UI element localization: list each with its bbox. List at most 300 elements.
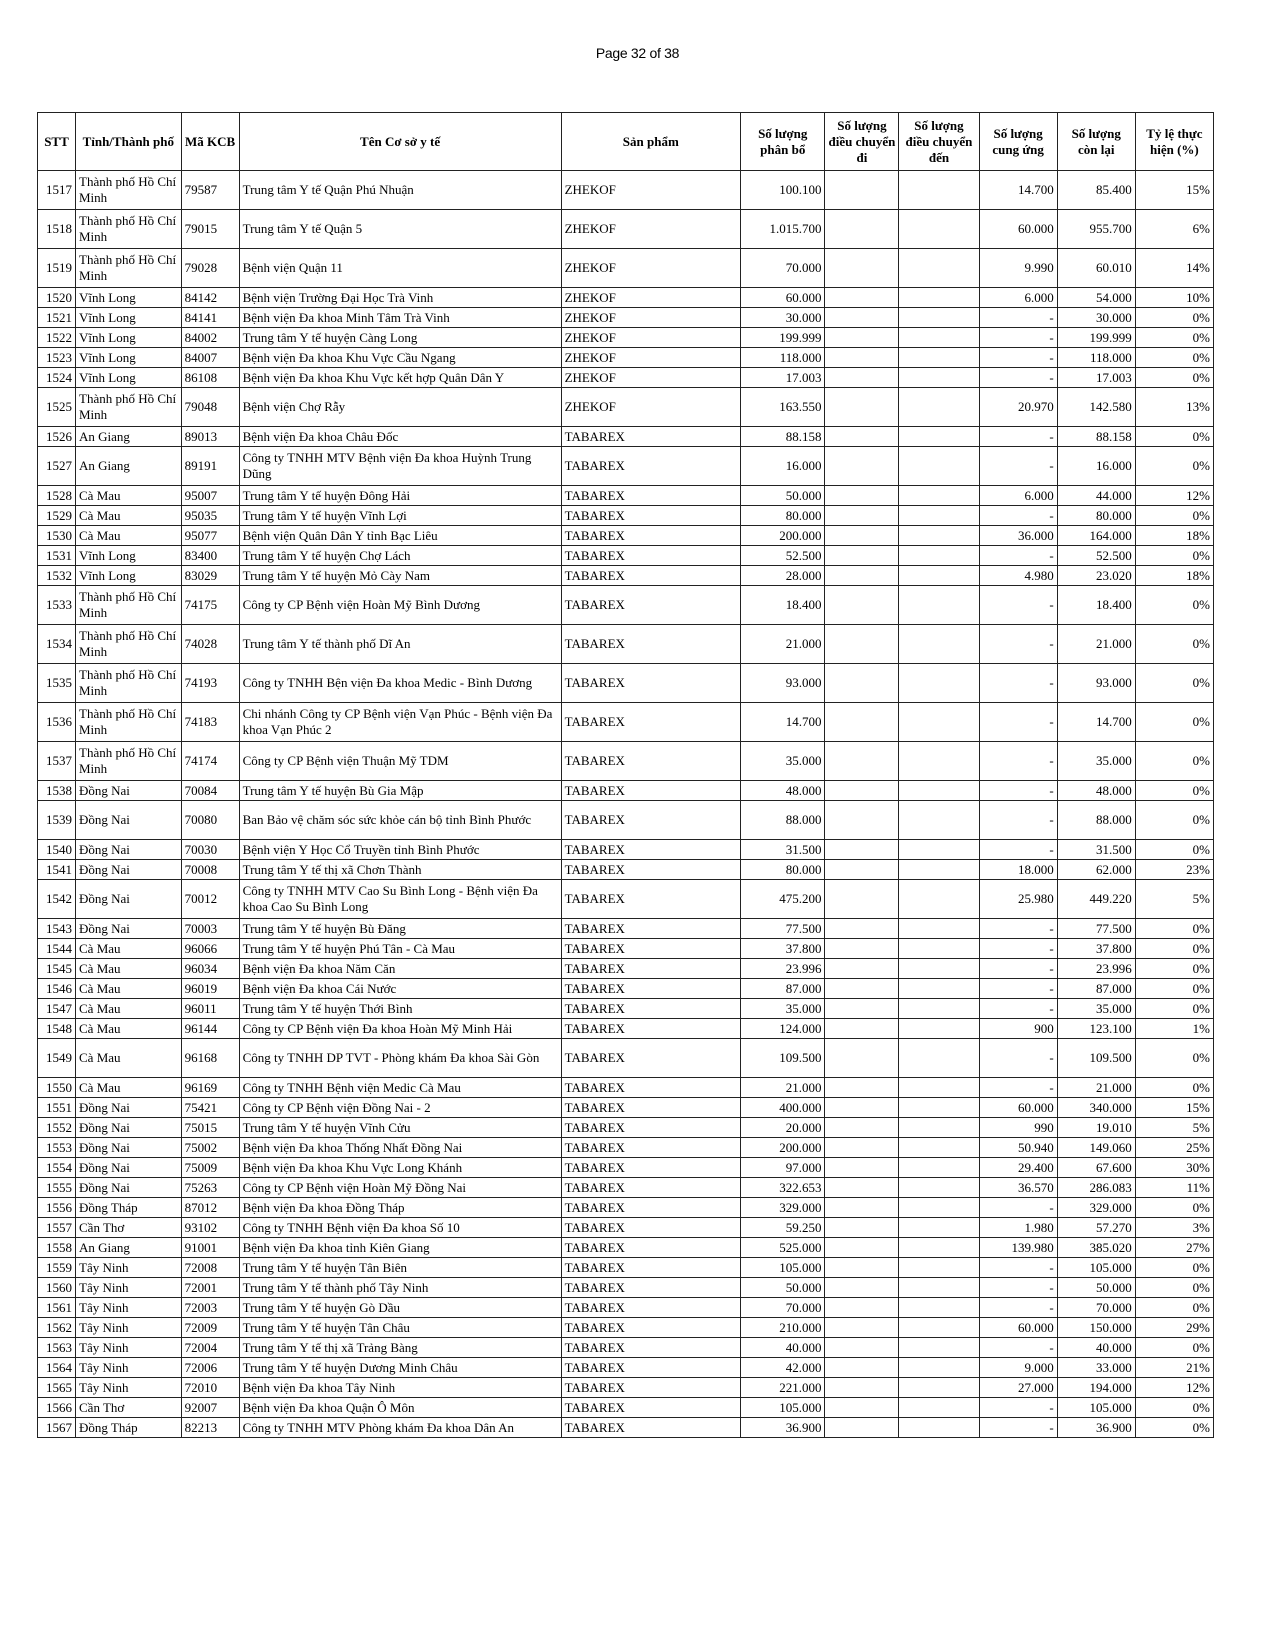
row-facility-cell: Công ty TNHH MTV Phòng khám Đa khoa Dân An: [239, 1418, 561, 1438]
row-allocated-cell: 30.000: [741, 308, 825, 328]
row-code-cell: 72009: [181, 1318, 239, 1338]
row-transfer-in-cell: [899, 1318, 979, 1338]
row-facility-cell: Bệnh viện Đa khoa Thống Nhất Đồng Nai: [239, 1138, 561, 1158]
row-rate-cell: 0%: [1135, 625, 1213, 664]
row-remaining-cell: 150.000: [1057, 1318, 1135, 1338]
row-stt-cell: 1551: [38, 1098, 76, 1118]
row-allocated-cell: 93.000: [741, 664, 825, 703]
row-stt-cell: 1560: [38, 1278, 76, 1298]
row-product-cell: TABAREX: [561, 1318, 740, 1338]
row-transfer-out-cell: [825, 368, 899, 388]
row-transfer-out-cell: [825, 742, 899, 781]
row-transfer-out-cell: [825, 1338, 899, 1358]
row-code-cell: 95077: [181, 526, 239, 546]
row-product-cell: TABAREX: [561, 586, 740, 625]
row-remaining-cell: 37.800: [1057, 939, 1135, 959]
row-allocated-cell: 48.000: [741, 781, 825, 801]
row-remaining-cell: 955.700: [1057, 210, 1135, 249]
row-transfer-out-cell: [825, 1078, 899, 1098]
row-supplied-cell: 6.000: [979, 486, 1057, 506]
table-row: [38, 526, 1214, 546]
row-remaining-cell: 88.000: [1057, 801, 1135, 840]
row-province-cell: Đồng Nai: [76, 1118, 182, 1138]
row-remaining-cell: 23.996: [1057, 959, 1135, 979]
row-product-cell: TABAREX: [561, 1158, 740, 1178]
row-facility-cell: Bệnh viện Đa khoa Châu Đốc: [239, 427, 561, 447]
row-remaining-cell: 105.000: [1057, 1258, 1135, 1278]
row-stt-cell: 1525: [38, 388, 76, 427]
row-facility-cell: Công ty TNHH MTV Bệnh viện Đa khoa Huỳnh Trung Dũng: [239, 447, 561, 486]
row-stt-cell: 1530: [38, 526, 76, 546]
row-product-cell: TABAREX: [561, 447, 740, 486]
row-transfer-out-cell: [825, 1398, 899, 1418]
row-supplied-cell: -: [979, 781, 1057, 801]
row-allocated-cell: 118.000: [741, 348, 825, 368]
row-supplied-cell: -: [979, 1298, 1057, 1318]
row-product-cell: TABAREX: [561, 1378, 740, 1398]
row-transfer-in-cell: [899, 1178, 979, 1198]
row-stt-cell: 1538: [38, 781, 76, 801]
row-stt-cell: 1559: [38, 1258, 76, 1278]
row-stt-cell: 1550: [38, 1078, 76, 1098]
row-product-cell: ZHEKOF: [561, 368, 740, 388]
row-code-cell: 79587: [181, 171, 239, 210]
row-rate-cell: 0%: [1135, 1198, 1213, 1218]
row-code-cell: 74175: [181, 586, 239, 625]
row-rate-cell: 0%: [1135, 979, 1213, 999]
row-rate-cell: 23%: [1135, 860, 1213, 880]
row-rate-cell: 0%: [1135, 447, 1213, 486]
row-facility-cell: Trung tâm Y tế thành phố Dĩ An: [239, 625, 561, 664]
row-transfer-in-cell: [899, 1238, 979, 1258]
row-transfer-out-cell: [825, 348, 899, 368]
table-row: [38, 979, 1214, 999]
row-facility-cell: Bệnh viện Quận 11: [239, 249, 561, 288]
row-transfer-in-cell: [899, 1418, 979, 1438]
row-supplied-cell: -: [979, 1039, 1057, 1078]
table-row: [38, 840, 1214, 860]
row-rate-cell: 0%: [1135, 840, 1213, 860]
row-allocated-cell: 16.000: [741, 447, 825, 486]
row-allocated-cell: 35.000: [741, 999, 825, 1019]
row-transfer-out-cell: [825, 1158, 899, 1178]
row-code-cell: 96144: [181, 1019, 239, 1039]
row-allocated-cell: 80.000: [741, 506, 825, 526]
row-transfer-in-cell: [899, 546, 979, 566]
row-supplied-cell: -: [979, 1198, 1057, 1218]
row-facility-cell: Bệnh viện Trường Đại Học Trà Vinh: [239, 288, 561, 308]
table-row: [38, 210, 1214, 249]
row-allocated-cell: 37.800: [741, 939, 825, 959]
table-row: [38, 288, 1214, 308]
row-transfer-out-cell: [825, 625, 899, 664]
row-transfer-in-cell: [899, 388, 979, 427]
row-supplied-cell: 29.400: [979, 1158, 1057, 1178]
row-transfer-in-cell: [899, 1039, 979, 1078]
row-product-cell: TABAREX: [561, 1278, 740, 1298]
header-product: Sản phẩm: [561, 113, 740, 171]
row-transfer-in-cell: [899, 703, 979, 742]
table-header-row: [38, 113, 1214, 171]
row-product-cell: TABAREX: [561, 999, 740, 1019]
row-product-cell: TABAREX: [561, 1338, 740, 1358]
row-code-cell: 96169: [181, 1078, 239, 1098]
header-rate: Tỷ lệ thực hiện (%): [1135, 113, 1213, 171]
row-product-cell: TABAREX: [561, 1198, 740, 1218]
row-supplied-cell: -: [979, 447, 1057, 486]
row-rate-cell: 14%: [1135, 249, 1213, 288]
row-allocated-cell: 475.200: [741, 880, 825, 919]
row-province-cell: Thành phố Hồ Chí Minh: [76, 586, 182, 625]
row-product-cell: TABAREX: [561, 566, 740, 586]
row-allocated-cell: 199.999: [741, 328, 825, 348]
row-code-cell: 84141: [181, 308, 239, 328]
table-row: [38, 742, 1214, 781]
row-facility-cell: Bệnh viện Đa khoa Quận Ô Môn: [239, 1398, 561, 1418]
row-code-cell: 86108: [181, 368, 239, 388]
row-province-cell: Cà Mau: [76, 959, 182, 979]
row-supplied-cell: -: [979, 999, 1057, 1019]
row-province-cell: Cà Mau: [76, 526, 182, 546]
row-province-cell: Đồng Nai: [76, 781, 182, 801]
row-remaining-cell: 19.010: [1057, 1118, 1135, 1138]
row-transfer-out-cell: [825, 919, 899, 939]
row-facility-cell: Bệnh viện Đa khoa Tây Ninh: [239, 1378, 561, 1398]
row-code-cell: 96034: [181, 959, 239, 979]
row-province-cell: Cần Thơ: [76, 1218, 182, 1238]
row-transfer-out-cell: [825, 308, 899, 328]
row-rate-cell: 0%: [1135, 664, 1213, 703]
row-transfer-in-cell: [899, 566, 979, 586]
row-stt-cell: 1566: [38, 1398, 76, 1418]
row-province-cell: Cà Mau: [76, 1039, 182, 1078]
table-row: [38, 1358, 1214, 1378]
row-rate-cell: 12%: [1135, 1378, 1213, 1398]
row-code-cell: 72004: [181, 1338, 239, 1358]
table-row: [38, 1258, 1214, 1278]
row-supplied-cell: -: [979, 959, 1057, 979]
row-allocated-cell: 60.000: [741, 288, 825, 308]
row-remaining-cell: 14.700: [1057, 703, 1135, 742]
row-remaining-cell: 449.220: [1057, 880, 1135, 919]
row-remaining-cell: 21.000: [1057, 625, 1135, 664]
row-transfer-in-cell: [899, 1138, 979, 1158]
row-remaining-cell: 67.600: [1057, 1158, 1135, 1178]
row-transfer-out-cell: [825, 1218, 899, 1238]
row-allocated-cell: 52.500: [741, 546, 825, 566]
row-facility-cell: Bệnh viện Đa khoa Khu Vực Cầu Ngang: [239, 348, 561, 368]
row-stt-cell: 1543: [38, 919, 76, 939]
row-transfer-in-cell: [899, 249, 979, 288]
row-facility-cell: Công ty TNHH Bện viện Đa khoa Medic - Bình Dương: [239, 664, 561, 703]
row-code-cell: 92007: [181, 1398, 239, 1418]
row-product-cell: TABAREX: [561, 1398, 740, 1418]
row-allocated-cell: 525.000: [741, 1238, 825, 1258]
row-stt-cell: 1552: [38, 1118, 76, 1138]
row-code-cell: 84007: [181, 348, 239, 368]
table-row: [38, 1078, 1214, 1098]
row-facility-cell: Công ty TNHH Bệnh viện Đa khoa Số 10: [239, 1218, 561, 1238]
row-product-cell: TABAREX: [561, 919, 740, 939]
row-allocated-cell: 97.000: [741, 1158, 825, 1178]
row-product-cell: TABAREX: [561, 860, 740, 880]
table-row: [38, 959, 1214, 979]
table-row: [38, 388, 1214, 427]
row-stt-cell: 1521: [38, 308, 76, 328]
row-supplied-cell: -: [979, 506, 1057, 526]
row-remaining-cell: 23.020: [1057, 566, 1135, 586]
row-allocated-cell: 14.700: [741, 703, 825, 742]
row-code-cell: 75002: [181, 1138, 239, 1158]
row-province-cell: Cần Thơ: [76, 1398, 182, 1418]
row-transfer-in-cell: [899, 1158, 979, 1178]
table-row: [38, 427, 1214, 447]
table-row: [38, 308, 1214, 328]
row-product-cell: TABAREX: [561, 1039, 740, 1078]
row-stt-cell: 1564: [38, 1358, 76, 1378]
row-supplied-cell: 27.000: [979, 1378, 1057, 1398]
row-remaining-cell: 88.158: [1057, 427, 1135, 447]
row-supplied-cell: 6.000: [979, 288, 1057, 308]
row-supplied-cell: -: [979, 939, 1057, 959]
row-transfer-in-cell: [899, 526, 979, 546]
row-code-cell: 82213: [181, 1418, 239, 1438]
row-transfer-in-cell: [899, 742, 979, 781]
row-facility-cell: Bệnh viện Đa khoa Minh Tâm Trà Vinh: [239, 308, 561, 328]
row-allocated-cell: 17.003: [741, 368, 825, 388]
row-stt-cell: 1523: [38, 348, 76, 368]
row-stt-cell: 1562: [38, 1318, 76, 1338]
row-province-cell: Thành phố Hồ Chí Minh: [76, 171, 182, 210]
table-row: [38, 486, 1214, 506]
row-stt-cell: 1529: [38, 506, 76, 526]
row-province-cell: Cà Mau: [76, 1078, 182, 1098]
row-stt-cell: 1563: [38, 1338, 76, 1358]
row-product-cell: TABAREX: [561, 625, 740, 664]
row-transfer-out-cell: [825, 1098, 899, 1118]
table-row: [38, 1218, 1214, 1238]
row-facility-cell: Công ty TNHH MTV Cao Su Bình Long - Bệnh viện Đa khoa Cao Su Bình Long: [239, 880, 561, 919]
row-rate-cell: 0%: [1135, 781, 1213, 801]
row-supplied-cell: 60.000: [979, 1318, 1057, 1338]
row-allocated-cell: 21.000: [741, 625, 825, 664]
row-remaining-cell: 286.083: [1057, 1178, 1135, 1198]
row-rate-cell: 0%: [1135, 801, 1213, 840]
row-product-cell: TABAREX: [561, 546, 740, 566]
row-province-cell: Thành phố Hồ Chí Minh: [76, 742, 182, 781]
row-rate-cell: 0%: [1135, 939, 1213, 959]
row-transfer-in-cell: [899, 1218, 979, 1238]
row-transfer-out-cell: [825, 566, 899, 586]
row-rate-cell: 13%: [1135, 388, 1213, 427]
row-remaining-cell: 50.000: [1057, 1278, 1135, 1298]
row-remaining-cell: 21.000: [1057, 1078, 1135, 1098]
row-province-cell: Cà Mau: [76, 486, 182, 506]
table-row: [38, 1378, 1214, 1398]
row-supplied-cell: 60.000: [979, 210, 1057, 249]
row-stt-cell: 1555: [38, 1178, 76, 1198]
row-allocated-cell: 21.000: [741, 1078, 825, 1098]
row-remaining-cell: 16.000: [1057, 447, 1135, 486]
row-transfer-out-cell: [825, 328, 899, 348]
row-transfer-out-cell: [825, 999, 899, 1019]
row-rate-cell: 0%: [1135, 328, 1213, 348]
row-product-cell: TABAREX: [561, 1238, 740, 1258]
row-stt-cell: 1557: [38, 1218, 76, 1238]
row-rate-cell: 15%: [1135, 171, 1213, 210]
row-rate-cell: 3%: [1135, 1218, 1213, 1238]
row-allocated-cell: 35.000: [741, 742, 825, 781]
row-code-cell: 89191: [181, 447, 239, 486]
row-product-cell: TABAREX: [561, 840, 740, 860]
row-stt-cell: 1544: [38, 939, 76, 959]
row-supplied-cell: -: [979, 1338, 1057, 1358]
row-code-cell: 96066: [181, 939, 239, 959]
row-stt-cell: 1546: [38, 979, 76, 999]
row-code-cell: 72003: [181, 1298, 239, 1318]
row-supplied-cell: -: [979, 308, 1057, 328]
row-supplied-cell: 14.700: [979, 171, 1057, 210]
row-stt-cell: 1556: [38, 1198, 76, 1218]
row-supplied-cell: 60.000: [979, 1098, 1057, 1118]
row-code-cell: 74174: [181, 742, 239, 781]
row-transfer-out-cell: [825, 939, 899, 959]
row-transfer-out-cell: [825, 880, 899, 919]
table-row: [38, 249, 1214, 288]
row-remaining-cell: 44.000: [1057, 486, 1135, 506]
row-supplied-cell: 36.570: [979, 1178, 1057, 1198]
row-transfer-out-cell: [825, 1198, 899, 1218]
row-code-cell: 74183: [181, 703, 239, 742]
row-allocated-cell: 210.000: [741, 1318, 825, 1338]
row-supplied-cell: 4.980: [979, 566, 1057, 586]
row-allocated-cell: 40.000: [741, 1338, 825, 1358]
row-remaining-cell: 70.000: [1057, 1298, 1135, 1318]
row-transfer-in-cell: [899, 427, 979, 447]
row-allocated-cell: 23.996: [741, 959, 825, 979]
row-code-cell: 79028: [181, 249, 239, 288]
row-province-cell: Vĩnh Long: [76, 288, 182, 308]
row-transfer-out-cell: [825, 1418, 899, 1438]
row-facility-cell: Trung tâm Y tế thị xã Chơn Thành: [239, 860, 561, 880]
row-rate-cell: 0%: [1135, 1078, 1213, 1098]
row-allocated-cell: 70.000: [741, 1298, 825, 1318]
row-province-cell: Vĩnh Long: [76, 566, 182, 586]
row-code-cell: 87012: [181, 1198, 239, 1218]
row-transfer-in-cell: [899, 288, 979, 308]
row-province-cell: Đồng Nai: [76, 919, 182, 939]
row-province-cell: Vĩnh Long: [76, 546, 182, 566]
row-stt-cell: 1567: [38, 1418, 76, 1438]
row-province-cell: Đồng Tháp: [76, 1418, 182, 1438]
row-product-cell: ZHEKOF: [561, 348, 740, 368]
row-product-cell: TABAREX: [561, 486, 740, 506]
row-code-cell: 93102: [181, 1218, 239, 1238]
row-product-cell: TABAREX: [561, 1138, 740, 1158]
row-remaining-cell: 40.000: [1057, 1338, 1135, 1358]
row-rate-cell: 0%: [1135, 1398, 1213, 1418]
row-allocated-cell: 88.158: [741, 427, 825, 447]
table-row: [38, 1318, 1214, 1338]
row-supplied-cell: -: [979, 919, 1057, 939]
row-allocated-cell: 400.000: [741, 1098, 825, 1118]
row-province-cell: Thành phố Hồ Chí Minh: [76, 249, 182, 288]
row-product-cell: ZHEKOF: [561, 210, 740, 249]
row-transfer-out-cell: [825, 1138, 899, 1158]
row-rate-cell: 0%: [1135, 506, 1213, 526]
row-province-cell: Vĩnh Long: [76, 348, 182, 368]
row-remaining-cell: 54.000: [1057, 288, 1135, 308]
row-supplied-cell: -: [979, 1398, 1057, 1418]
row-allocated-cell: 200.000: [741, 1138, 825, 1158]
header-supplied: Số lượng cung ứng: [979, 113, 1057, 171]
row-facility-cell: Trung tâm Y tế huyện Đông Hải: [239, 486, 561, 506]
row-facility-cell: Bệnh viện Đa khoa Cái Nước: [239, 979, 561, 999]
row-stt-cell: 1561: [38, 1298, 76, 1318]
row-supplied-cell: -: [979, 1078, 1057, 1098]
row-product-cell: ZHEKOF: [561, 388, 740, 427]
row-product-cell: TABAREX: [561, 1258, 740, 1278]
row-stt-cell: 1565: [38, 1378, 76, 1398]
row-rate-cell: 6%: [1135, 210, 1213, 249]
row-province-cell: Đồng Tháp: [76, 1198, 182, 1218]
row-supplied-cell: -: [979, 1418, 1057, 1438]
table-row: [38, 1278, 1214, 1298]
row-province-cell: Tây Ninh: [76, 1318, 182, 1338]
row-product-cell: TABAREX: [561, 526, 740, 546]
row-remaining-cell: 48.000: [1057, 781, 1135, 801]
row-remaining-cell: 109.500: [1057, 1039, 1135, 1078]
row-stt-cell: 1558: [38, 1238, 76, 1258]
row-product-cell: ZHEKOF: [561, 288, 740, 308]
row-transfer-in-cell: [899, 1278, 979, 1298]
row-rate-cell: 15%: [1135, 1098, 1213, 1118]
page-number-label: Page 32 of 38: [595, 45, 680, 61]
row-remaining-cell: 62.000: [1057, 860, 1135, 880]
row-province-cell: Tây Ninh: [76, 1358, 182, 1378]
row-stt-cell: 1532: [38, 566, 76, 586]
row-transfer-in-cell: [899, 447, 979, 486]
row-stt-cell: 1549: [38, 1039, 76, 1078]
row-code-cell: 96011: [181, 999, 239, 1019]
row-facility-cell: Công ty TNHH DP TVT - Phòng khám Đa khoa Sài Gòn: [239, 1039, 561, 1078]
row-stt-cell: 1519: [38, 249, 76, 288]
table-row: [38, 625, 1214, 664]
row-transfer-in-cell: [899, 959, 979, 979]
row-province-cell: An Giang: [76, 447, 182, 486]
row-product-cell: TABAREX: [561, 801, 740, 840]
row-remaining-cell: 194.000: [1057, 1378, 1135, 1398]
row-product-cell: TABAREX: [561, 427, 740, 447]
row-stt-cell: 1518: [38, 210, 76, 249]
row-facility-cell: Công ty CP Bệnh viện Thuận Mỹ TDM: [239, 742, 561, 781]
row-remaining-cell: 149.060: [1057, 1138, 1135, 1158]
row-stt-cell: 1526: [38, 427, 76, 447]
row-transfer-out-cell: [825, 1298, 899, 1318]
row-facility-cell: Chi nhánh Công ty CP Bệnh viện Vạn Phúc - Bệnh viện Đa khoa Vạn Phúc 2: [239, 703, 561, 742]
row-rate-cell: 0%: [1135, 703, 1213, 742]
row-code-cell: 83400: [181, 546, 239, 566]
row-facility-cell: Trung tâm Y tế huyện Càng Long: [239, 328, 561, 348]
row-product-cell: TABAREX: [561, 959, 740, 979]
row-remaining-cell: 199.999: [1057, 328, 1135, 348]
row-province-cell: Đồng Nai: [76, 860, 182, 880]
row-rate-cell: 0%: [1135, 308, 1213, 328]
row-transfer-in-cell: [899, 368, 979, 388]
row-remaining-cell: 52.500: [1057, 546, 1135, 566]
row-allocated-cell: 28.000: [741, 566, 825, 586]
row-allocated-cell: 322.653: [741, 1178, 825, 1198]
